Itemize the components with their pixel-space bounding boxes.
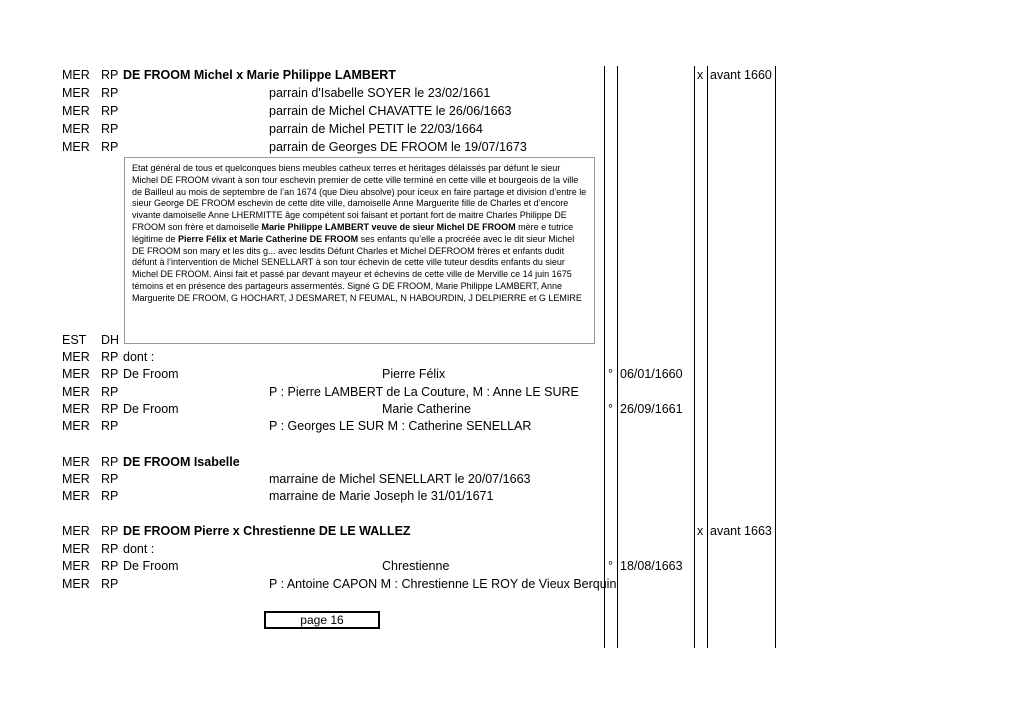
parish-code: MER (62, 542, 90, 556)
source-code: RP (101, 542, 119, 556)
source-code: RP (101, 367, 119, 381)
parish-code: MER (62, 524, 90, 538)
source-code: RP (101, 350, 119, 364)
event-text: marraine de Michel SENELLART le 20/07/1663 (269, 472, 531, 486)
parish-code: MER (62, 367, 90, 381)
column-line (694, 66, 695, 648)
note-text-part: mère e tutrice légitime de (132, 221, 574, 244)
parish-code: MER (62, 577, 90, 591)
parish-code: MER (62, 402, 90, 416)
source-code: RP (101, 577, 119, 591)
source-code: RP (101, 472, 119, 486)
source-code: RP (101, 122, 119, 136)
parish-code: MER (62, 455, 90, 469)
column-line (604, 66, 605, 648)
birth-date: 18/08/1663 (620, 559, 683, 573)
child-name: Pierre Félix (382, 367, 446, 381)
note-text-part: Etat général de tous et quelconques biens meubles catheux terres et héritages délaissés par défunt le sieur Michel DE FROOM vivant à son tour eschevin premier de cette ville terminé en cette ville et bourgeois de la ville de Bailleul au mois de septembre de l’an 1674 (que Dieu absolve) pour iceux en faire partage et division d’entre le sieur George DE FROOM eschevin de cette dite ville, damoiselle Anne Marguerite fille de Charles et d’encore vivante damoiselle Anne LHERMITTE âge compétent soi faisant et portant fort de maitre Charles Philippe DE FROOM son frère et damoiselle (132, 163, 587, 232)
parish-code: MER (62, 385, 90, 399)
event-text: parrain d'Isabelle SOYER le 23/02/1661 (269, 86, 491, 100)
event-text: P : Georges LE SUR M : Catherine SENELLAR (269, 419, 532, 433)
parish-code: MER (62, 86, 90, 100)
person-name: De Froom (123, 559, 179, 573)
column-line (775, 66, 776, 648)
person-name: De Froom (123, 402, 179, 416)
person-name: dont : (123, 350, 155, 364)
event-text: parrain de Michel CHAVATTE le 26/06/1663 (269, 104, 512, 118)
parish-code: MER (62, 489, 90, 503)
marriage-date: avant 1660 (710, 68, 772, 82)
source-code: RP (101, 419, 119, 433)
marriage-date: avant 1663 (710, 524, 772, 538)
event-text: P : Antoine CAPON M : Chrestienne LE ROY de Vieux Berquin (269, 577, 617, 591)
source-code: RP (101, 385, 119, 399)
person-name: DE FROOM Pierre x Chrestienne DE LE WALLEZ (123, 524, 411, 538)
parish-code: MER (62, 472, 90, 486)
source-code: RP (101, 455, 119, 469)
parish-code: MER (62, 140, 90, 154)
parish-code: MER (62, 419, 90, 433)
birth-date: 06/01/1660 (620, 367, 683, 381)
person-name: DE FROOM Michel x Marie Philippe LAMBERT (123, 68, 396, 82)
comment-note (124, 157, 595, 344)
column-line (617, 66, 618, 648)
parish-code: MER (62, 350, 90, 364)
source-code: RP (101, 489, 119, 503)
event-text: P : Pierre LAMBERT de La Couture, M : Anne LE SURE (269, 385, 579, 399)
parish-code: EST (62, 333, 87, 347)
source-code: RP (101, 140, 119, 154)
person-name: De Froom (123, 367, 179, 381)
column-line (707, 66, 708, 648)
birth-mark: ° (608, 559, 613, 573)
marriage-mark: x (697, 524, 704, 538)
parish-code: MER (62, 104, 90, 118)
source-code: DH (101, 333, 120, 347)
event-text: parrain de Georges DE FROOM le 19/07/1673 (269, 140, 527, 154)
marriage-mark: x (697, 68, 704, 82)
parish-code: MER (62, 122, 90, 136)
note-text-part: ses enfants qu’elle a procréée avec le dit sieur Michel DE FROOM son mary et les dits g... avec lesdits Défunt Charles et Michel DEFROOM frères et enfants dudit défunt à l’intervention de Michel SENELLART à son tour échevin de cette ville tuteur desdits enfants du sieur Michel DE FROOM. Ainsi fait et passé par devant mayeur et échevins de cette ville de Merville ce 14 juin 1675 témoins et en présence des partageurs assermentés. Signé G DE FROOM, Marie Philippe LAMBERT, Anne Marguerite DE FROOM, G HOCHART, J DESMARET, N FEUMAL, N HABOURDIN, J DELPIERRE et G LEMIRE (132, 233, 582, 303)
child-name: Marie Catherine (382, 402, 471, 416)
parish-code: MER (62, 559, 90, 573)
source-code: RP (101, 402, 119, 416)
birth-mark: ° (608, 402, 613, 416)
page-number: page 16 (300, 613, 344, 627)
source-code: RP (101, 68, 119, 82)
birth-date: 26/09/1661 (620, 402, 683, 416)
event-text: parrain de Michel PETIT le 22/03/1664 (269, 122, 483, 136)
source-code: RP (101, 104, 119, 118)
page-number-box (264, 611, 380, 629)
source-code: RP (101, 524, 119, 538)
source-code: RP (101, 86, 119, 100)
birth-mark: ° (608, 367, 613, 381)
source-code: RP (101, 559, 119, 573)
note-bold-part: Marie Philippe LAMBERT veuve de sieur Michel DE FROOM (261, 221, 516, 232)
child-name: Chrestienne (382, 559, 450, 573)
event-text: marraine de Marie Joseph le 31/01/1671 (269, 489, 494, 503)
note-text (132, 163, 588, 305)
person-name: dont : (123, 542, 155, 556)
parish-code: MER (62, 68, 90, 82)
person-name: DE FROOM Isabelle (123, 455, 240, 469)
note-bold-part: Pierre Félix et Marie Catherine DE FROOM (178, 233, 359, 244)
